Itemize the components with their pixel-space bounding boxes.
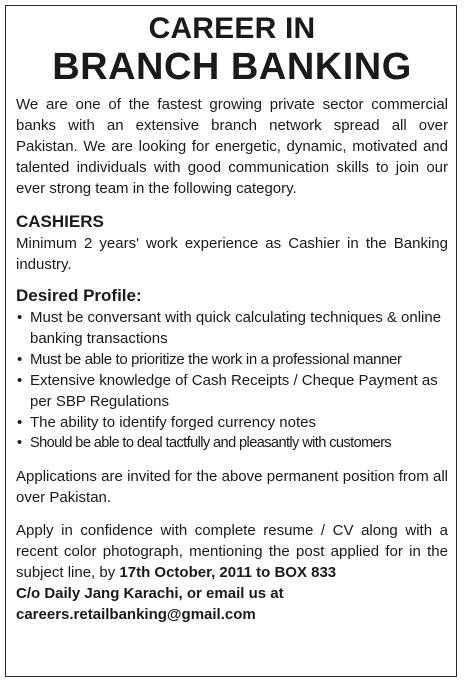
list-item xyxy=(16,433,448,454)
bullet-icon: • xyxy=(17,309,23,326)
list-item-text: The ability to identify forged currency notes xyxy=(30,414,316,431)
position-title: CASHIERS xyxy=(16,212,104,231)
list-item-text: Must be able to prioritize the work in a professional manner xyxy=(30,351,402,368)
bullet-icon: • xyxy=(17,414,23,431)
applications-paragraph: Applications are invited for the above permanent position from all over Pakistan. xyxy=(16,468,448,506)
ad-content xyxy=(16,12,448,625)
list-item-text: Extensive knowledge of Cash Receipts / Cheque Payment as per SBP Regulations xyxy=(30,372,438,410)
deadline-text: 17th October, 2011 to BOX 833 xyxy=(119,564,337,581)
bullet-icon: • xyxy=(17,435,22,451)
position-requirement: Minimum 2 years' work experience as Cashier in the Banking industry. xyxy=(16,235,448,273)
profile-list xyxy=(16,307,448,454)
list-item xyxy=(16,349,448,370)
list-item-text: Should be able to deal tactfully and pleasantly with customers xyxy=(30,435,392,451)
list-item xyxy=(16,370,448,412)
apply-paragraph xyxy=(16,520,448,583)
profile-title: Desired Profile: xyxy=(16,286,142,305)
headline-line-1: CAREER IN xyxy=(148,12,316,45)
apply-text: Apply in confidence with complete resume / CV along with a recent color photograph, mentioning the post applied for in the subject line, by xyxy=(16,522,448,581)
list-item xyxy=(16,307,448,349)
email-address: careers.retailbanking@gmail.com xyxy=(16,606,256,623)
list-item-text: Must be conversant with quick calculating techniques & online banking transactions xyxy=(30,309,442,347)
headline-line-2: BRANCH BANKING xyxy=(52,46,412,88)
bullet-icon: • xyxy=(17,351,22,368)
list-item xyxy=(16,412,448,433)
bullet-icon: • xyxy=(17,372,23,389)
intro-paragraph: We are one of the fastest growing private sector commercial banks with an extensive branch network spread all over Pakistan. We are looking for energetic, dynamic, motivated and talented individuals with good communication skills to join our ever strong team in the following category. xyxy=(16,96,448,197)
address-line: C/o Daily Jang Karachi, or email us at xyxy=(16,585,284,602)
